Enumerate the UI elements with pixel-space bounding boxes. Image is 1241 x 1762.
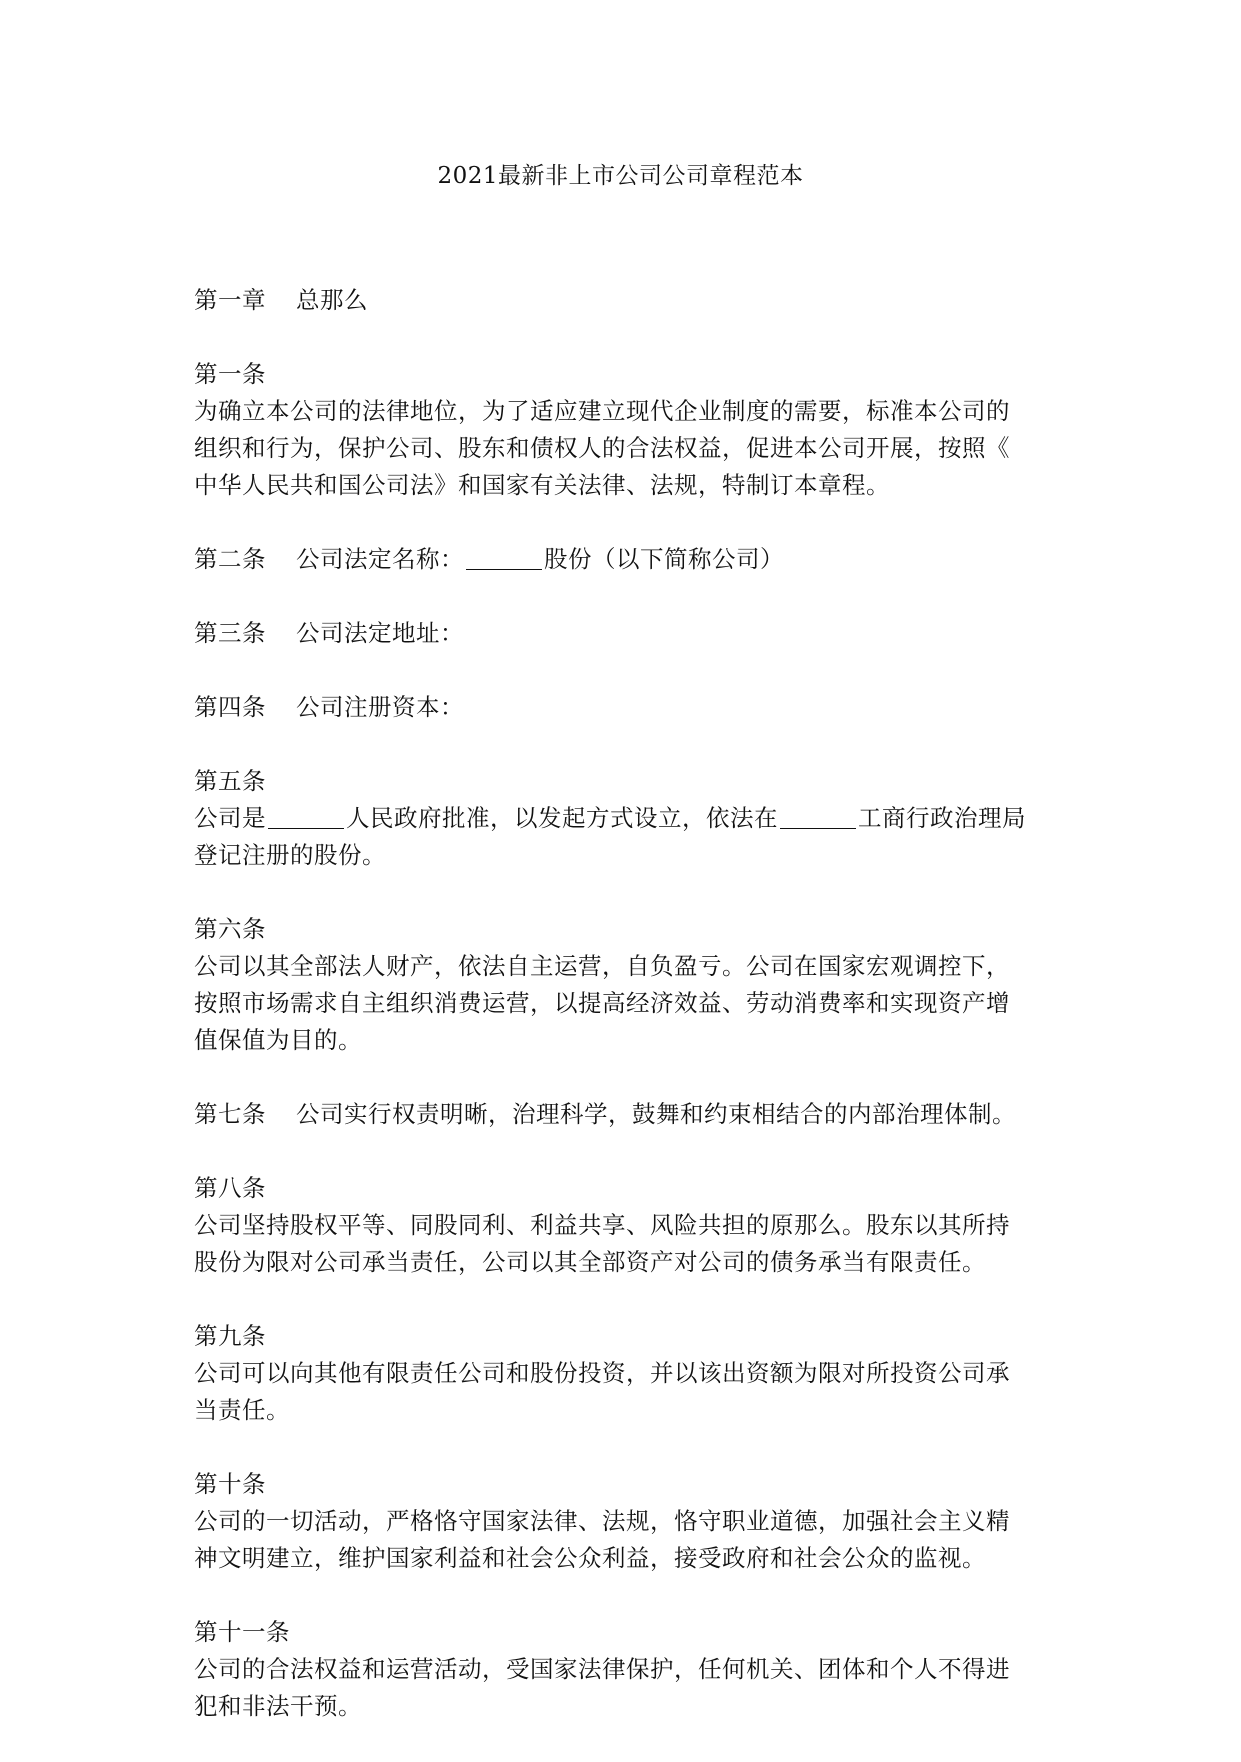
article-label: 第八条 bbox=[194, 1174, 266, 1202]
article-label: 第五条 bbox=[194, 767, 266, 795]
fill-in-blank bbox=[780, 802, 856, 829]
article-3 bbox=[194, 615, 1054, 652]
article-text: 公司注册资本： bbox=[296, 693, 464, 721]
article-text-line: 神文明建立，维护国家利益和社会公众利益，接受政府和社会公众的监视。 bbox=[194, 1544, 986, 1572]
article-text: 股份（以下简称公司） bbox=[544, 545, 784, 573]
article-text: 工商行政治理局 bbox=[858, 804, 1026, 832]
article-text-line: 中华人民共和国公司法》和国家有关法律、法规，特制订本章程。 bbox=[194, 471, 890, 499]
fill-in-blank bbox=[466, 543, 542, 570]
chapter-heading bbox=[194, 282, 1054, 319]
article-6 bbox=[194, 911, 1054, 1059]
article-9 bbox=[194, 1318, 1054, 1429]
article-text: 公司法定地址： bbox=[296, 619, 464, 647]
article-label: 第七条 bbox=[194, 1100, 266, 1128]
article-text-line: 股份为限对公司承当责任，公司以其全部资产对公司的债务承当有限责任。 bbox=[194, 1248, 986, 1276]
article-10 bbox=[194, 1466, 1054, 1577]
article-label: 第四条 bbox=[194, 693, 266, 721]
article-label: 第三条 bbox=[194, 619, 266, 647]
article-text-line: 公司的一切活动，严格恪守国家法律、法规，恪守职业道德，加强社会主义精 bbox=[194, 1507, 1010, 1535]
document-title: 2021最新非上市公司公司章程范本 bbox=[437, 163, 804, 189]
fill-in-blank bbox=[268, 802, 344, 829]
article-text-line: 登记注册的股份。 bbox=[194, 841, 386, 869]
article-7 bbox=[194, 1096, 1054, 1133]
article-text-line: 组织和行为，保护公司、股东和债权人的合法权益，促进本公司开展，按照《 bbox=[194, 434, 1010, 462]
article-text: 人民政府批准，以发起方式设立，依法在 bbox=[346, 804, 778, 832]
article-text-line: 公司可以向其他有限责任公司和股份投资，并以该出资额为限对所投资公司承 bbox=[194, 1359, 1010, 1387]
article-4 bbox=[194, 689, 1054, 726]
article-text: 公司实行权责明晰，治理科学，鼓舞和约束相结合的内部治理体制。 bbox=[296, 1100, 1016, 1128]
article-label: 第九条 bbox=[194, 1322, 266, 1350]
article-label: 第十一条 bbox=[194, 1618, 290, 1646]
article-5 bbox=[194, 763, 1054, 874]
article-text-line: 公司以其全部法人财产，依法自主运营，自负盈亏。公司在国家宏观调控下， bbox=[194, 952, 1010, 980]
article-text-line: 犯和非法干预。 bbox=[194, 1692, 362, 1720]
article-text: 公司是 bbox=[194, 804, 266, 832]
chapter-label: 第一章 bbox=[194, 286, 266, 314]
article-11 bbox=[194, 1614, 1054, 1725]
article-label: 第二条 bbox=[194, 545, 266, 573]
article-text: 公司法定名称： bbox=[296, 545, 464, 573]
article-label: 第一条 bbox=[194, 360, 266, 388]
article-text-line: 按照市场需求自主组织消费运营，以提高经济效益、劳动消费率和实现资产增 bbox=[194, 989, 1010, 1017]
article-text-line: 当责任。 bbox=[194, 1396, 290, 1424]
article-1 bbox=[194, 356, 1054, 504]
article-2 bbox=[194, 541, 1054, 578]
document-body bbox=[194, 282, 1054, 1762]
article-text-line: 为确立本公司的法律地位，为了适应建立现代企业制度的需要，标准本公司的 bbox=[194, 397, 1010, 425]
article-text-line: 公司坚持股权平等、同股同利、利益共享、风险共担的原那么。股东以其所持 bbox=[194, 1211, 1010, 1239]
article-text-line: 公司的合法权益和运营活动，受国家法律保护，任何机关、团体和个人不得进 bbox=[194, 1655, 1010, 1683]
article-label: 第六条 bbox=[194, 915, 266, 943]
article-text-line: 值保值为目的。 bbox=[194, 1026, 362, 1054]
chapter-title: 总那么 bbox=[296, 286, 368, 314]
article-label: 第十条 bbox=[194, 1470, 266, 1498]
article-8 bbox=[194, 1170, 1054, 1281]
